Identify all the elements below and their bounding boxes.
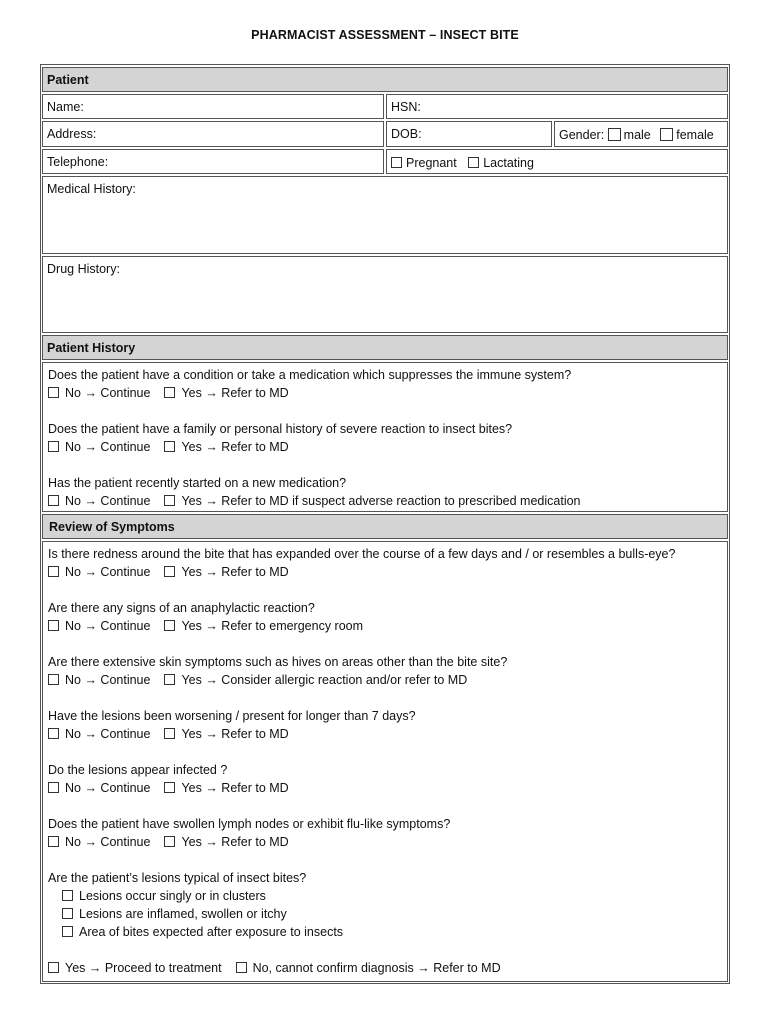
yes-option-label: Yes → Refer to MD: [181, 727, 289, 741]
question-text: Have the lesions been worsening / present for longer than 7 days?: [48, 709, 416, 723]
drug-history-label: Drug History:: [47, 262, 120, 276]
no-checkbox[interactable]: [48, 495, 59, 506]
no-option-label: No → Continue: [65, 565, 151, 579]
yes-checkbox[interactable]: [164, 728, 175, 739]
no-option-label: No → Continue: [65, 727, 151, 741]
no-checkbox[interactable]: [48, 782, 59, 793]
criterion-label: Lesions are inflamed, swollen or itchy: [79, 907, 287, 921]
criterion-checkbox[interactable]: [62, 890, 73, 901]
telephone-label: Telephone:: [47, 155, 109, 169]
no-checkbox[interactable]: [48, 620, 59, 631]
medical-history-field[interactable]: [42, 176, 728, 254]
yes-option-label: Yes → Refer to emergency room: [181, 619, 364, 633]
pregnancy-status-field: [386, 149, 728, 174]
hsn-field[interactable]: [386, 94, 728, 119]
review-of-symptoms-header-label: Review of Symptoms: [49, 520, 175, 534]
no-checkbox[interactable]: [48, 836, 59, 847]
review-of-symptoms-header: [42, 514, 728, 539]
yes-option-label: Yes → Consider allergic reaction and/or refer to MD: [181, 673, 468, 687]
hsn-label: HSN:: [391, 100, 421, 114]
dob-label: DOB:: [391, 127, 422, 141]
name-label: Name:: [47, 100, 84, 114]
question-text: Does the patient have swollen lymph nodes or exhibit flu-like symptoms?: [48, 817, 451, 831]
gender-label: Gender:: [559, 128, 605, 142]
no-checkbox[interactable]: [236, 962, 247, 973]
yes-option-label: Yes → Refer to MD: [181, 835, 289, 849]
address-field[interactable]: [42, 121, 384, 147]
drug-history-field[interactable]: [42, 256, 728, 333]
yes-option-label: Yes → Refer to MD if suspect adverse reaction to prescribed medication: [181, 494, 581, 508]
question-text: Is there redness around the bite that has expanded over the course of a few days and / or resembles a bulls-eye?: [48, 547, 676, 561]
pregnant-checkbox[interactable]: [391, 157, 402, 168]
yes-option-label: Yes → Proceed to treatment: [65, 961, 222, 975]
symptom-question-1: [48, 545, 721, 581]
yes-checkbox[interactable]: [164, 782, 175, 793]
symptom-question-4: [48, 707, 721, 743]
pregnant-label: Pregnant: [406, 156, 457, 170]
assessment-form: [40, 64, 730, 984]
question-text: Are there any signs of an anaphylactic reaction?: [48, 601, 315, 615]
symptom-question-5: [48, 761, 721, 797]
dob-field[interactable]: [386, 121, 552, 147]
no-option-label: No → Continue: [65, 619, 151, 633]
yes-option-label: Yes → Refer to MD: [181, 440, 289, 454]
lactating-checkbox[interactable]: [468, 157, 479, 168]
patient-section-header: [42, 67, 728, 92]
address-label: Address:: [47, 127, 97, 141]
yes-option-label: Yes → Refer to MD: [181, 565, 289, 579]
history-question-3: [48, 474, 721, 510]
typical-bites-question: [48, 869, 721, 977]
no-option-label: No → Continue: [65, 835, 151, 849]
criterion-checkbox[interactable]: [62, 926, 73, 937]
lactating-label: Lactating: [483, 156, 534, 170]
history-question-2: [48, 420, 721, 456]
yes-checkbox[interactable]: [164, 674, 175, 685]
question-text: Has the patient recently started on a new medication?: [48, 476, 347, 490]
patient-header-label: Patient: [47, 73, 89, 87]
yes-checkbox[interactable]: [48, 962, 59, 973]
question-text: Does the patient have a family or personal history of severe reaction to insect bites?: [48, 422, 513, 436]
history-question-1: [48, 366, 721, 402]
no-checkbox[interactable]: [48, 441, 59, 452]
yes-checkbox[interactable]: [164, 836, 175, 847]
no-option-label: No → Continue: [65, 386, 151, 400]
patient-history-section: [42, 362, 728, 512]
yes-checkbox[interactable]: [164, 441, 175, 452]
no-option-label: No → Continue: [65, 673, 151, 687]
name-field[interactable]: [42, 94, 384, 119]
no-option-label: No → Continue: [65, 781, 151, 795]
yes-checkbox[interactable]: [164, 495, 175, 506]
question-text: Are there extensive skin symptoms such as hives on areas other than the bite site?: [48, 655, 508, 669]
no-checkbox[interactable]: [48, 728, 59, 739]
criterion-checkbox[interactable]: [62, 908, 73, 919]
gender-male-checkbox[interactable]: [608, 128, 621, 141]
patient-history-header: [42, 335, 728, 360]
yes-checkbox[interactable]: [164, 387, 175, 398]
gender-female-label: female: [676, 128, 714, 142]
gender-female-checkbox[interactable]: [660, 128, 673, 141]
yes-checkbox[interactable]: [164, 620, 175, 631]
criterion-label: Lesions occur singly or in clusters: [79, 889, 266, 903]
question-text: Are the patient’s lesions typical of insect bites?: [48, 871, 307, 885]
yes-checkbox[interactable]: [164, 566, 175, 577]
telephone-field[interactable]: [42, 149, 384, 174]
criterion-label: Area of bites expected after exposure to insects: [79, 925, 344, 939]
no-checkbox[interactable]: [48, 387, 59, 398]
no-option-label: No, cannot confirm diagnosis → Refer to MD: [252, 961, 501, 975]
page-title: PHARMACIST ASSESSMENT – INSECT BITE: [251, 28, 519, 42]
no-option-label: No → Continue: [65, 494, 151, 508]
gender-field: [554, 121, 728, 147]
medical-history-label: Medical History:: [47, 182, 136, 196]
patient-history-header-label: Patient History: [47, 341, 136, 355]
no-checkbox[interactable]: [48, 566, 59, 577]
symptom-question-2: [48, 599, 721, 635]
symptom-question-3: [48, 653, 721, 689]
no-checkbox[interactable]: [48, 674, 59, 685]
question-text: Does the patient have a condition or take a medication which suppresses the immune system?: [48, 368, 572, 382]
question-text: Do the lesions appear infected ?: [48, 763, 228, 777]
yes-option-label: Yes → Refer to MD: [181, 386, 289, 400]
gender-male-label: male: [623, 128, 651, 142]
no-option-label: No → Continue: [65, 440, 151, 454]
yes-option-label: Yes → Refer to MD: [181, 781, 289, 795]
symptom-question-6: [48, 815, 721, 851]
symptoms-section: [42, 541, 728, 982]
